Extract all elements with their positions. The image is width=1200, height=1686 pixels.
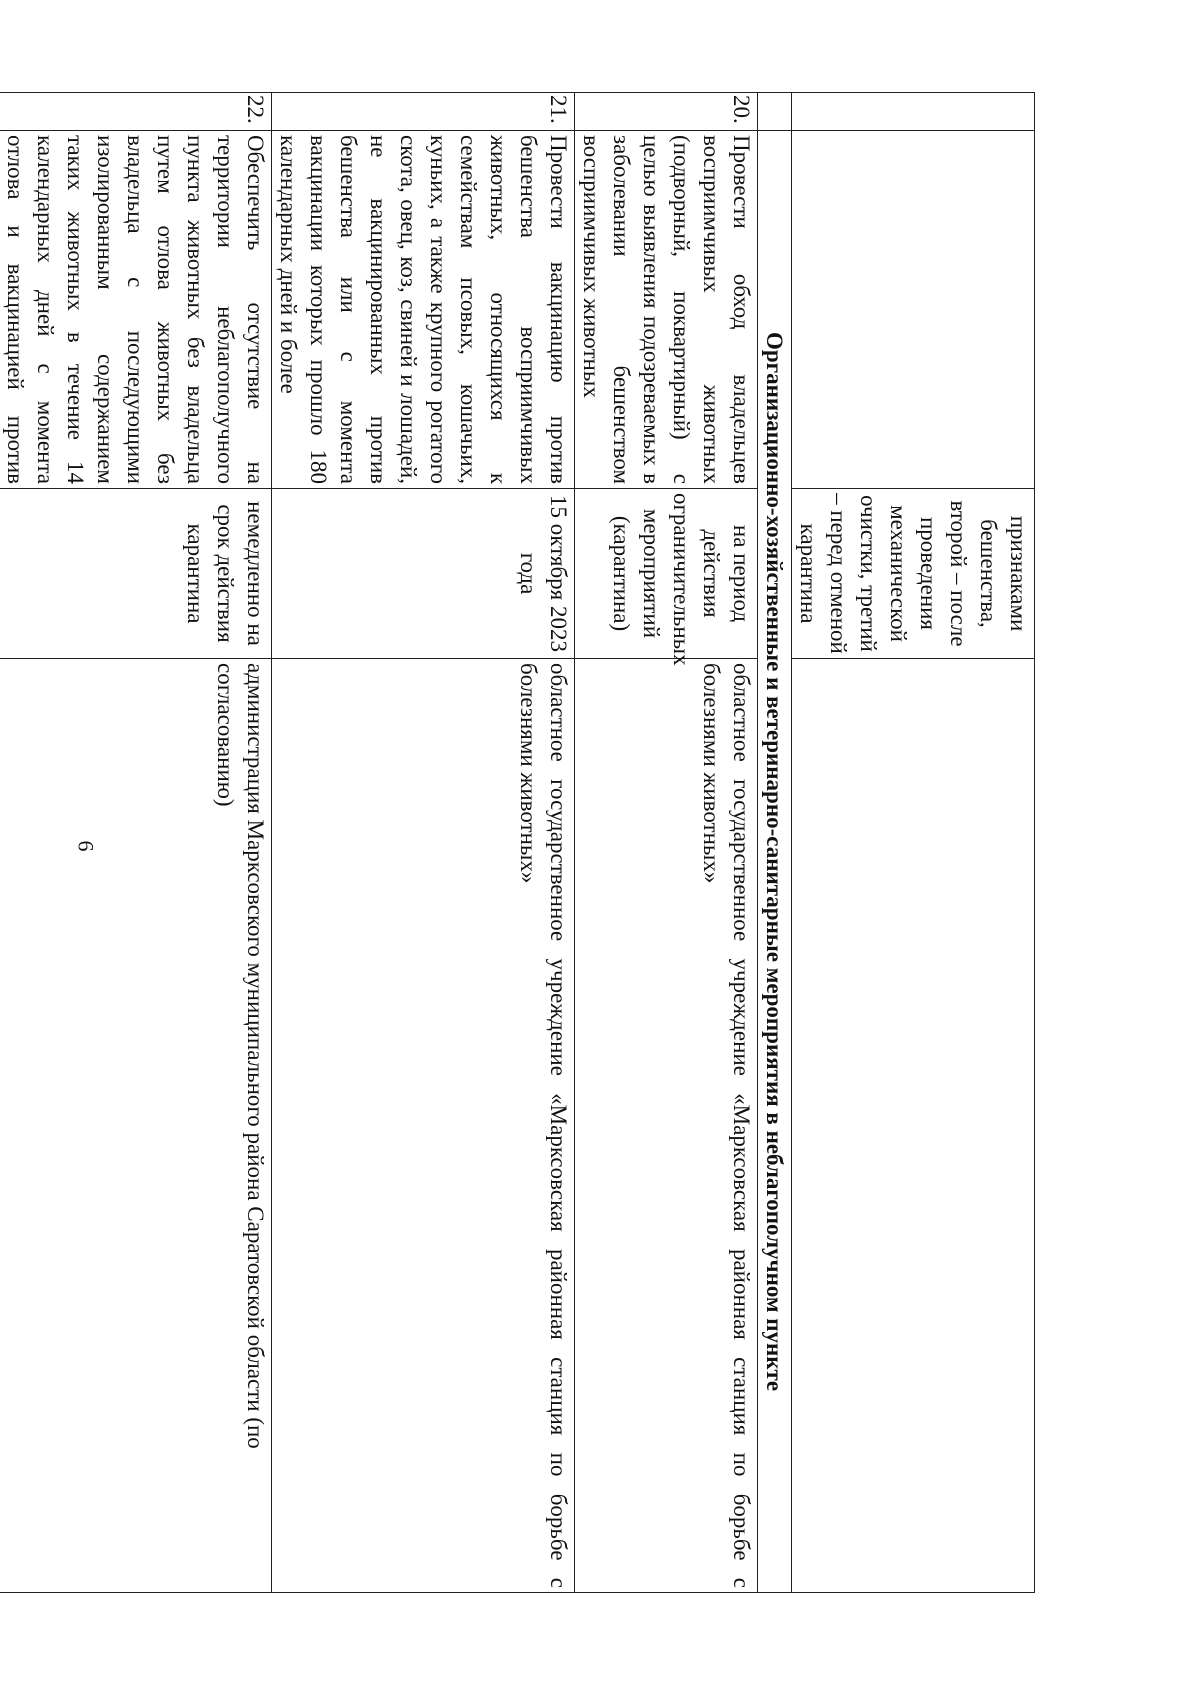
table-row — [575, 93, 758, 1593]
table-row — [792, 93, 1035, 1593]
responsible-cell: администрация Марксовского муниципального района Саратовской области (по согласованию) — [0, 659, 272, 1593]
responsible-cell: областное государственное учреждение «Марксовская районная станция по борьбе с болезнями животных» — [575, 659, 758, 1593]
row-number-cell — [792, 93, 1035, 131]
timing-cell: немедленно на срок действия карантина — [0, 489, 272, 659]
rotated-table-container — [3, 92, 1035, 1592]
timing-cell: 15 октября 2023 года — [272, 489, 575, 659]
measure-cell — [792, 131, 1035, 489]
row-number-cell: 21. — [272, 93, 575, 131]
row-number-cell: 20. — [575, 93, 758, 131]
measure-cell: Провести вакцинацию против бешенства восприимчивых животных, относящихся к семействам псовых, кошачьих, куньих, а также крупного рогатого скота, овец, коз, свиней и лошадей, не вакцинированных против бешенства или с момента вакцинации которых прошло 180 календарных дней и более — [272, 131, 575, 489]
responsible-cell — [792, 659, 1035, 1593]
timing-cell: на период действия ограничительных мероприятий (карантина) — [575, 489, 758, 659]
section-header-row — [758, 93, 792, 1593]
table-row — [0, 93, 272, 1593]
section-title: Организационно-хозяйственные и ветеринарно-санитарные мероприятия в неблагополучном пункте — [758, 131, 792, 1593]
table-row — [272, 93, 575, 1593]
responsible-cell: областное государственное учреждение «Марксовская районная станция по борьбе с болезнями животных» — [272, 659, 575, 1593]
measure-cell: Обеспечить отсутствие на территории неблагополучного пункта животных без владельца путем отлова животных без владельца с последующими изолированным содержанием таких животных в течение 14 календарных дней с момента отлова и вакцинацией против — [0, 131, 272, 489]
timing-cell: признаками бешенства, второй – после проведения механической очистки, третий – перед отменой карантина — [792, 489, 1035, 659]
measure-cell: Провести обход владельцев восприимчивых животных (подворный, поквартирный) с целью выявления подозреваемых в заболевании бешенством восприимчивых животных — [575, 131, 758, 489]
row-number-cell — [758, 93, 792, 131]
row-number-cell: 22. — [0, 93, 272, 131]
measures-table — [0, 92, 1035, 1593]
page-number: 6 — [73, 840, 99, 852]
